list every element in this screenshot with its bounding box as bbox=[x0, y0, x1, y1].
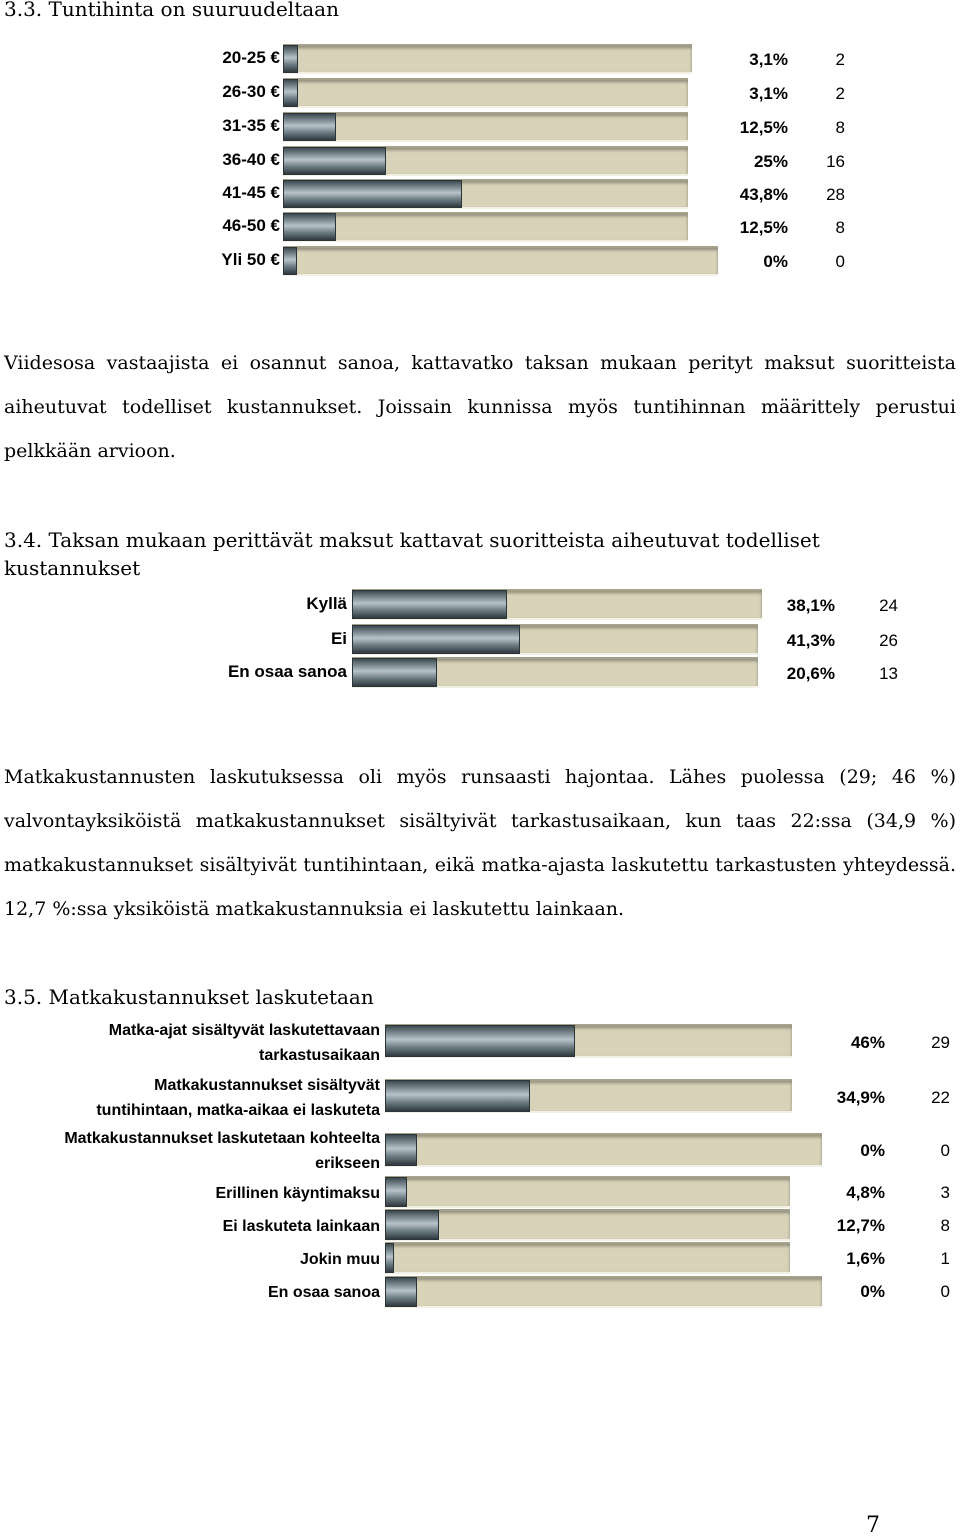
section-3-4-heading-line2: kustannukset bbox=[4, 556, 141, 580]
bar-percent: 38,1% bbox=[786, 596, 835, 615]
bar-label: Jokin muu bbox=[299, 1251, 380, 1268]
section-3-4-heading-line1: 3.4. Taksan mukaan perittävät maksut kattavat suoritteista aiheutuvat todelliset bbox=[4, 528, 820, 552]
bar-fill bbox=[385, 1134, 417, 1166]
bar-fill bbox=[385, 1080, 530, 1112]
bar-track bbox=[385, 1209, 790, 1241]
bar-fill bbox=[283, 147, 386, 175]
bar-label: Ei laskuteta lainkaan bbox=[222, 1218, 380, 1235]
bar-fill bbox=[283, 113, 336, 141]
bar-percent: 43,8% bbox=[739, 185, 788, 204]
bar-label-line2: tarkastusaikaan bbox=[259, 1047, 380, 1064]
bar-fill bbox=[385, 1210, 439, 1240]
bar-label: 46-50 € bbox=[222, 216, 280, 235]
bar-label: 41-45 € bbox=[222, 183, 280, 202]
bar-label: Kyllä bbox=[306, 594, 347, 613]
bar-percent: 34,9% bbox=[836, 1088, 885, 1107]
bar-fill bbox=[385, 1243, 394, 1273]
bar-label: Yli 50 € bbox=[221, 250, 280, 269]
bar-count: 24 bbox=[879, 596, 898, 615]
bar-percent: 25% bbox=[753, 152, 788, 171]
bar-track bbox=[283, 212, 688, 242]
bar-percent: 3,1% bbox=[749, 84, 788, 103]
bar-label-line1: Matkakustannukset sisältyvät bbox=[154, 1077, 380, 1094]
bar-fill bbox=[283, 247, 297, 275]
bar-count: 8 bbox=[835, 218, 845, 237]
bar-count: 0 bbox=[940, 1282, 950, 1301]
bar-label-line1: Matka-ajat sisältyvät laskutettavaan bbox=[108, 1022, 380, 1039]
bar-track bbox=[385, 1133, 822, 1167]
bar-track bbox=[283, 112, 688, 142]
bar-fill bbox=[283, 213, 336, 241]
bar-count: 22 bbox=[931, 1088, 950, 1107]
bar-percent: 3,1% bbox=[749, 50, 788, 69]
bar-label: 36-40 € bbox=[222, 150, 280, 169]
bar-percent: 1,6% bbox=[846, 1249, 885, 1268]
bar-count: 16 bbox=[826, 152, 845, 171]
bar-count: 3 bbox=[940, 1183, 950, 1202]
bar-track bbox=[385, 1176, 790, 1208]
bar-percent: 12,7% bbox=[836, 1216, 885, 1235]
bar-count: 28 bbox=[826, 185, 845, 204]
bar-fill bbox=[283, 45, 298, 73]
bar-fill bbox=[352, 658, 437, 687]
bar-percent: 12,5% bbox=[739, 218, 788, 237]
bar-track bbox=[283, 246, 718, 276]
bar-fill bbox=[385, 1025, 575, 1057]
section-3-5-heading: 3.5. Matkakustannukset laskutetaan bbox=[4, 985, 374, 1009]
bar-label-line2: erikseen bbox=[315, 1155, 380, 1172]
bar-label: 20-25 € bbox=[222, 48, 280, 67]
bar-count: 26 bbox=[879, 631, 898, 650]
bar-track bbox=[283, 78, 688, 108]
bar-fill bbox=[352, 590, 507, 619]
bar-track bbox=[385, 1242, 790, 1274]
bar-label: En osaa sanoa bbox=[267, 1284, 380, 1301]
bar-percent: 41,3% bbox=[786, 631, 835, 650]
bar-fill bbox=[352, 625, 520, 654]
bar-label: Ei bbox=[330, 629, 347, 648]
bar-label-line1: Matkakustannukset laskutetaan kohteelta bbox=[64, 1130, 380, 1147]
paragraph-2: Matkakustannusten laskutuksessa oli myös runsaasti hajontaa. Lähes puolessa (29; 46 %) valvontayksiköistä matkakustannukset sisältyivät tarkastusaikaan, kun taas 22:ssa (34,9 %) matkakustannukset sisältyivät tuntihintaan, eikä matka-ajasta laskutettu tarkastusten yhteydessä. 12,7 %:ssa yksiköistä matkakustannuksia ei laskutettu lainkaan. bbox=[4, 766, 956, 920]
bar-count: 1 bbox=[940, 1249, 950, 1268]
bar-percent: 12,5% bbox=[739, 118, 788, 137]
bar-fill bbox=[283, 79, 298, 107]
bar-percent: 46% bbox=[850, 1033, 885, 1052]
bar-count: 2 bbox=[835, 84, 845, 103]
bar-percent: 20,6% bbox=[786, 664, 835, 683]
bar-percent: 0% bbox=[860, 1141, 885, 1160]
bar-count: 13 bbox=[879, 664, 898, 683]
bar-count: 29 bbox=[931, 1033, 950, 1052]
bar-percent: 0% bbox=[763, 252, 788, 271]
page-number: 7 bbox=[866, 1513, 880, 1538]
bar-fill bbox=[385, 1277, 417, 1307]
section-3-3-heading: 3.3. Tuntihinta on suuruudeltaan bbox=[4, 0, 339, 21]
bar-count: 8 bbox=[835, 118, 845, 137]
bar-percent: 0% bbox=[860, 1282, 885, 1301]
bar-label: En osaa sanoa bbox=[227, 662, 347, 681]
bar-fill bbox=[385, 1177, 407, 1207]
bar-label-line2: tuntihintaan, matka-aikaa ei laskuteta bbox=[96, 1102, 380, 1119]
bar-count: 8 bbox=[940, 1216, 950, 1235]
bar-fill bbox=[283, 180, 462, 208]
bar-count: 0 bbox=[940, 1141, 950, 1160]
bar-label: 26-30 € bbox=[222, 82, 280, 101]
bar-track bbox=[385, 1276, 822, 1308]
bar-label: Erillinen käyntimaksu bbox=[215, 1185, 380, 1202]
bar-percent: 4,8% bbox=[846, 1183, 885, 1202]
bar-track bbox=[283, 44, 692, 74]
bar-count: 2 bbox=[835, 50, 845, 69]
bar-label: 31-35 € bbox=[222, 116, 280, 135]
paragraph-1: Viidesosa vastaajista ei osannut sanoa, kattavatko taksan mukaan perityt maksut suoritteista aiheutuvat todelliset kustannukset. Joissain kunnissa myös tuntihinnan määrittely perustui pelkkään arvioon. bbox=[4, 352, 956, 462]
bar-count: 0 bbox=[835, 252, 845, 271]
